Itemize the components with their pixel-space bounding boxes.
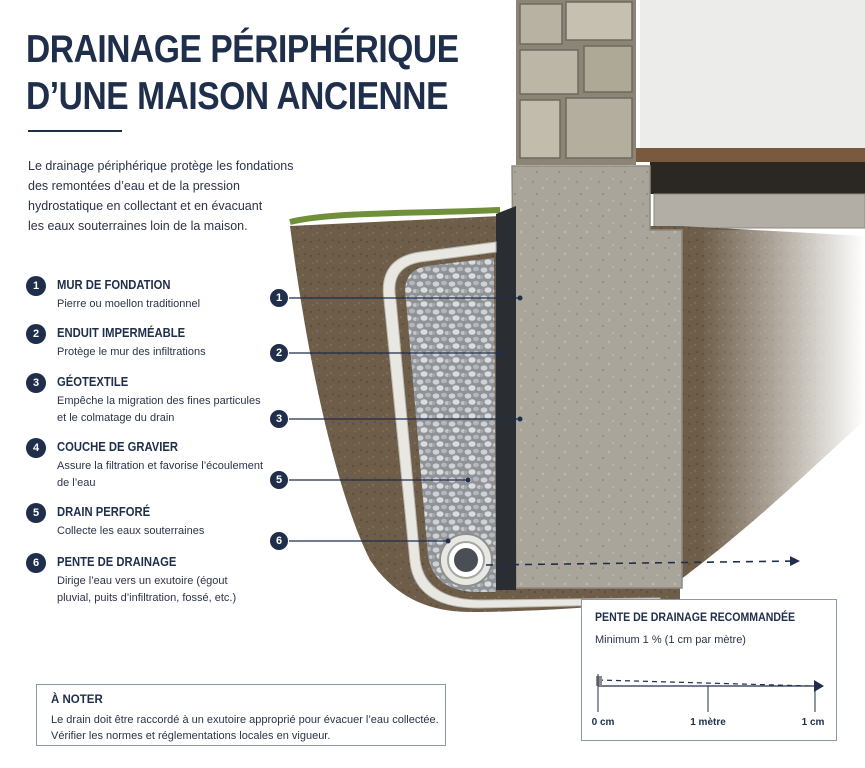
- waterproof-coating: [496, 206, 516, 590]
- callout-5: 5: [269, 470, 289, 490]
- callout-2: 2: [269, 343, 289, 363]
- intro-line: les eaux souterraines loin de la maison.: [28, 219, 248, 233]
- legend-badge: 3: [26, 373, 46, 393]
- slope-title: PENTE DE DRAINAGE RECOMMANDÉE: [595, 610, 796, 624]
- slope-tick-label-end: 1 cm: [801, 717, 825, 728]
- legend-title: COUCHE DE GRAVIER: [57, 440, 179, 454]
- intro-line: des remontées d’eau et de la pression: [28, 179, 240, 193]
- concrete-slab: [654, 194, 865, 228]
- legend-badge: 1: [26, 276, 46, 296]
- legend-desc: Pierre ou moellon traditionnel: [57, 298, 201, 310]
- title-line-1: DRAINAGE PÉRIPHÉRIQUE: [26, 28, 459, 71]
- legend-title: PENTE DE DRAINAGE: [57, 555, 177, 569]
- legend-desc: Empêche la migration des fines particules et le colmatage du drain: [57, 395, 261, 424]
- legend-badge: 6: [26, 553, 46, 573]
- note-text: [51, 712, 439, 744]
- crawl-space: [650, 162, 865, 194]
- legend-title: DRAIN PERFORÉ: [57, 505, 151, 519]
- slope-subtitle: Minimum 1 % (1 cm par mètre): [595, 634, 746, 646]
- rendered-wall: [640, 0, 865, 148]
- legend-desc: Dirige l’eau vers un exutoire (égout pluvial, puits d’infiltration, fossé, etc.): [57, 575, 237, 604]
- legend-title: GÉOTEXTILE: [57, 375, 129, 389]
- foundation-wall: [512, 166, 682, 588]
- legend-title: MUR DE FONDATION: [57, 278, 171, 292]
- slope-line: [598, 680, 812, 686]
- slope-tick-label-start: 0 cm: [591, 717, 615, 728]
- callout-1: 1: [269, 288, 289, 308]
- legend-badge: 2: [26, 324, 46, 344]
- legend-desc: Protège le mur des infiltrations: [57, 346, 206, 358]
- soil-fade: [700, 230, 865, 610]
- callout-6: 6: [269, 531, 289, 551]
- slope-tick-label-middle: 1 mètre: [690, 717, 726, 728]
- wooden-sill: [636, 148, 865, 162]
- slope-origin-marker: [596, 676, 602, 686]
- intro-line: hydrostatique en collectant et en évacuant: [28, 199, 263, 213]
- legend-badge: 4: [26, 438, 46, 458]
- note-box: [36, 684, 446, 746]
- note-line-1: Le drain doit être raccordé à un exutoire approprié pour évacuer l’eau collectée.: [51, 714, 439, 726]
- rubble-stone-wall: [516, 0, 636, 165]
- callout-3: 3: [269, 409, 289, 429]
- title-line-2: D’UNE MAISON ANCIENNE: [26, 75, 449, 118]
- legend-desc: Collecte les eaux souterraines: [57, 525, 205, 537]
- legend-desc: Assure la filtration et favorise l’écoulement de l’eau: [57, 460, 264, 489]
- legend-badge: 5: [26, 503, 46, 523]
- slope-box: [581, 599, 837, 741]
- intro-line: Le drainage périphérique protège les fondations: [28, 159, 294, 173]
- legend-title: ENDUIT IMPERMÉABLE: [57, 326, 186, 340]
- note-line-2: Vérifier les normes et réglementations locales en vigueur.: [51, 730, 331, 742]
- note-title: À NOTER: [51, 694, 103, 706]
